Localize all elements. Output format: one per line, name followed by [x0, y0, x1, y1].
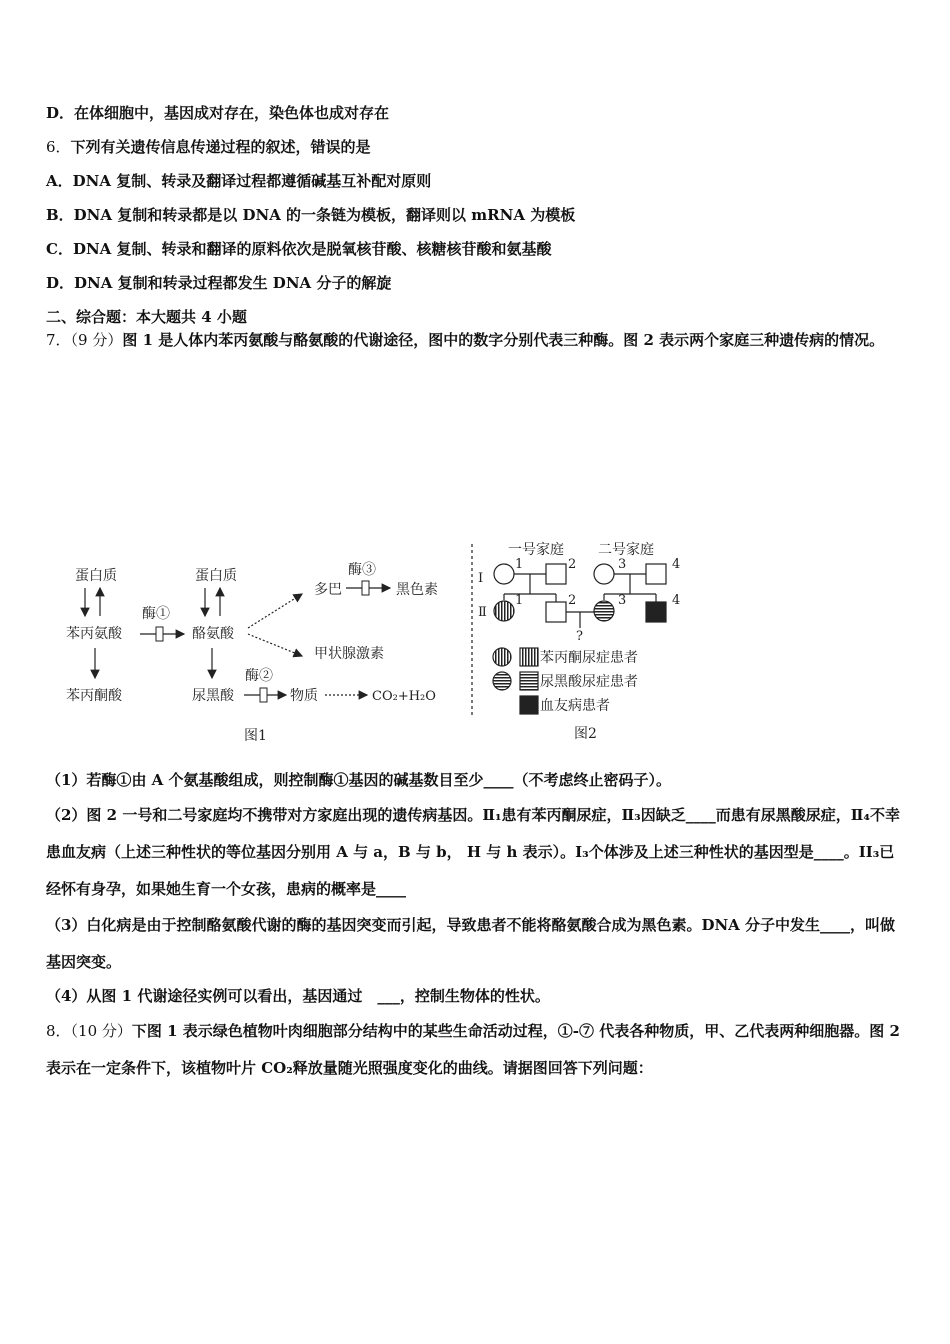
- q7-figures: [0, 530, 950, 750]
- f1-i2-number: 2: [568, 557, 577, 572]
- q6-option-d: D．DNA 复制和转录过程都发生 DNA 分子的解旋: [46, 274, 392, 292]
- f1-ii2-number: 2: [568, 593, 577, 608]
- f2-ii4-number: 4: [672, 593, 681, 608]
- q8-score: （10 分）: [70, 1022, 132, 1040]
- co2-h2o-label: CO₂+H₂O: [372, 689, 436, 704]
- q6-number: 6．: [46, 138, 71, 156]
- enzyme-3-label: 酶③: [348, 562, 376, 578]
- substance-label: 物质: [290, 688, 318, 704]
- enzyme-2-label: 酶②: [245, 668, 273, 684]
- protein-label-2: 蛋白质: [195, 568, 237, 584]
- dopa-label: 多巴: [314, 582, 342, 598]
- q7-stem: [46, 322, 906, 359]
- tyrosine-label: 酪氨酸: [192, 626, 234, 642]
- q7-number: 7．: [46, 331, 71, 349]
- thyroxine-label: 甲状腺激素: [314, 646, 384, 662]
- generation-1-label: Ⅰ: [478, 571, 484, 586]
- figure-2: [478, 542, 680, 742]
- phenylalanine-label: 苯丙氨酸: [66, 626, 122, 642]
- f2-ii3-number: 3: [618, 593, 627, 608]
- q6-option-a: A．DNA 复制、转录及翻译过程都遵循碱基互补配对原则: [46, 172, 432, 190]
- q6-option-b: B．DNA 复制和转录都是以 DNA 的一条链为模板，翻译则以 mRNA 为模板: [46, 206, 576, 224]
- legend-phenylketonuria: 苯丙酮尿症患者: [540, 650, 638, 666]
- melanin-label: 黑色素: [396, 582, 438, 598]
- figure-1-caption: 图1: [244, 728, 267, 744]
- legend-alkaptonuria: 尿黑酸尿症患者: [540, 674, 638, 690]
- q8-stem-text: 下图 1 表示绿色植物叶肉细胞部分结构中的某些生命活动过程，①-⑦ 代表各种物质，甲、乙代表两种细胞器。图 2 表示在一定条件下，该植物叶片 CO₂释放量随光照强度变化的曲线。请据图回答下列问题：: [46, 1022, 900, 1077]
- family-1-label: 一号家庭: [508, 542, 564, 558]
- protein-label-1: 蛋白质: [75, 568, 117, 584]
- unborn-child-mark: ?: [576, 629, 583, 644]
- enzyme-1-label: 酶①: [142, 606, 170, 622]
- q7-part-4: （4）从图 1 代谢途径实例可以看出，基因通过 ___，控制生物体的性状。: [46, 987, 550, 1005]
- q6-option-c: C．DNA 复制、转录和翻译的原料依次是脱氧核苷酸、核糖核苷酸和氨基酸: [46, 240, 552, 258]
- q5-option-d: D．在体细胞中，基因成对存在，染色体也成对存在: [46, 104, 390, 122]
- q7-part-1: （1）若酶①由 A 个氨基酸组成，则控制酶①基因的碱基数目至少____（不考虑终止密码子）。: [46, 771, 672, 789]
- phenylpyruvic-acid-label: 苯丙酮酸: [66, 688, 122, 704]
- f2-i4-number: 4: [672, 557, 681, 572]
- legend-hemophilia: 血友病患者: [540, 698, 610, 714]
- f1-ii1-number: 1: [515, 593, 524, 608]
- q8-number: 8．: [46, 1022, 71, 1040]
- f2-i3-number: 3: [618, 557, 627, 572]
- q8-stem: [46, 1013, 906, 1087]
- section-2-heading: 二、综合题：本大题共 4 小题: [46, 308, 247, 326]
- homogentisic-acid-label: 尿黑酸: [192, 688, 234, 704]
- q7-part-3: （3）白化病是由于控制酪氨酸代谢的酶的基因突变而引起，导致患者不能将酪氨酸合成为黑色素。DNA 分子中发生____，叫做基因突变。: [46, 916, 896, 971]
- generation-2-label: Ⅱ: [478, 605, 487, 620]
- figure-2-caption: 图2: [574, 726, 597, 742]
- q6-stem-text: 下列有关遗传信息传递过程的叙述，错误的是: [70, 138, 371, 156]
- q7-part-2: （2）图 2 一号和二号家庭均不携带对方家庭出现的遗传病基因。Ⅱ₁患有苯丙酮尿症，Ⅱ₃因缺乏____而患有尿黑酸尿症，Ⅱ₄不幸患血友病（上述三种性状的等位基因分别用 A 与 a，B 与 b， H 与 h 表示）。I₃个体涉及上述三种性状的基因型是____。II₃已经怀有身孕，如果她生育一个女孩，患病的概率是____: [46, 806, 900, 898]
- q7-score: （9 分）: [70, 331, 123, 349]
- q6-stem: [46, 136, 371, 157]
- family-2-label: 二号家庭: [598, 542, 654, 558]
- q7-stem-text: 图 1 是人体内苯丙氨酸与酪氨酸的代谢途径，图中的数字分别代表三种酶。图 2 表示两个家庭三种遗传病的情况。: [122, 331, 885, 349]
- f1-i1-number: 1: [515, 557, 524, 572]
- figure-1: [66, 562, 438, 744]
